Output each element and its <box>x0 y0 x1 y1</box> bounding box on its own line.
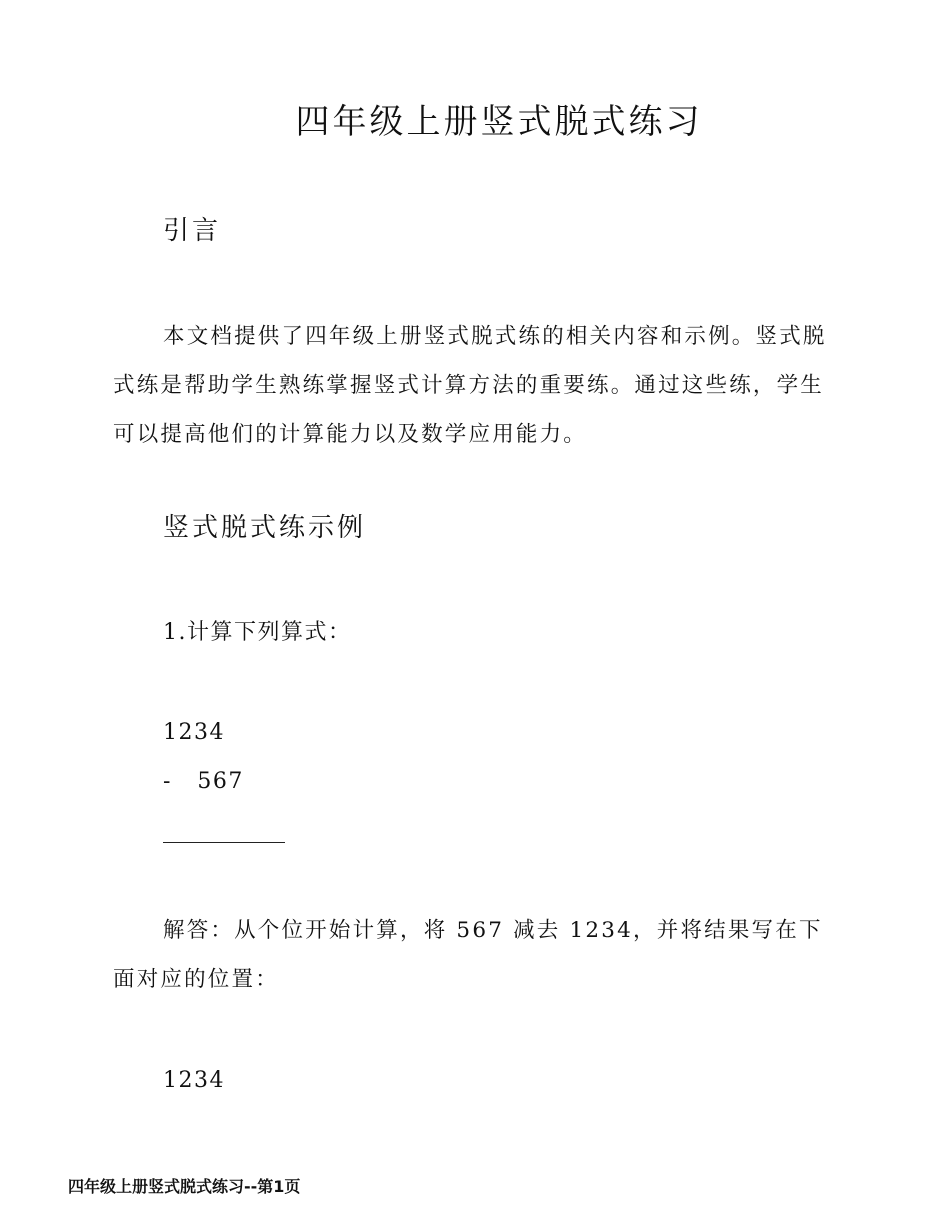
page-title: 四年级上册竖式脱式练习 <box>295 102 703 142</box>
question-label: 1.计算下列算式： <box>163 620 352 645</box>
answer-paragraph: 解答：从个位开始计算，将 567 减去 1234，并将结果写在下面对应的位置： <box>113 918 823 992</box>
page-footer: 四年级上册竖式脱式练习--第1页 <box>68 1177 301 1196</box>
problem-top-number: 1234 <box>163 720 225 745</box>
intro-paragraph: 本文档提供了四年级上册竖式脱式练的相关内容和示例。竖式脱式练是帮助学生熟练掌握竖式计算方法的重要练。通过这些练，学生可以提高他们的计算能力以及数学应用能力。 <box>113 324 827 447</box>
answer-top-number: 1234 <box>163 1068 225 1093</box>
problem-operator-line: - 567 <box>163 769 244 794</box>
example-heading: 竖式脱式练示例 <box>163 513 367 543</box>
intro-heading: 引言 <box>163 216 222 246</box>
subtraction-rule <box>163 842 285 843</box>
